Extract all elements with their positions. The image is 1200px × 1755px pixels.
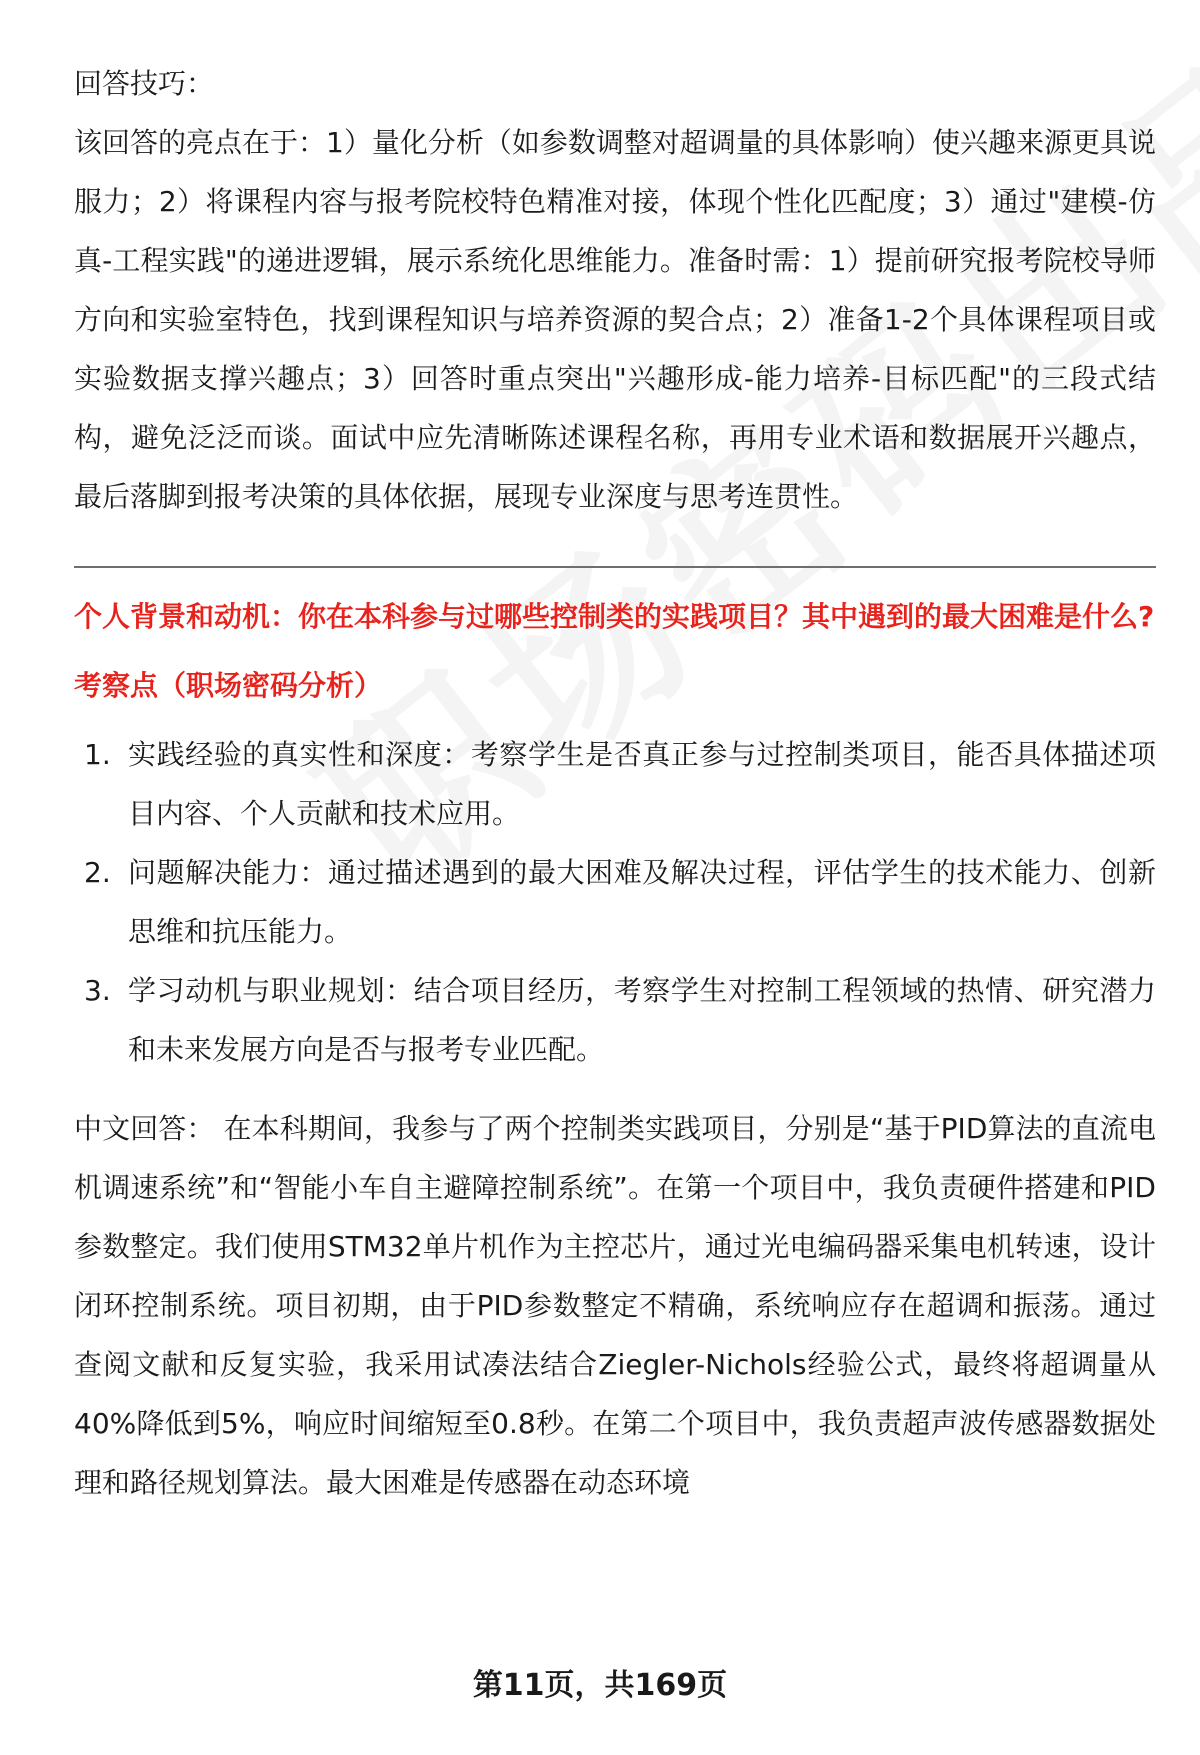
list-item-text: 问题解决能力：通过描述遇到的最大困难及解决过程，评估学生的技术能力、创新思维和抗压能力。: [128, 856, 1156, 948]
page-number: 第11页，共169页: [472, 1668, 728, 1703]
assessment-points-list: [74, 725, 1156, 1079]
list-item: [74, 961, 1156, 1079]
list-item-text: 学习动机与职业规划：结合项目经历，考察学生对控制工程领域的热情、研究潜力和未来发展方向是否与报考专业匹配。: [128, 974, 1156, 1066]
list-item: [74, 843, 1156, 961]
assessment-points-heading: 考察点（职场密码分析）: [74, 669, 383, 702]
page-content: [74, 54, 1156, 1512]
list-item-number: 3.: [84, 974, 111, 1007]
question-heading: 个人背景和动机：你在本科参与过哪些控制类的实践项目？其中遇到的最大困难是什么?: [74, 600, 1155, 633]
section-divider: [74, 566, 1156, 568]
list-item-number: 2.: [84, 856, 111, 889]
list-item-text: 实践经验的真实性和深度：考察学生是否真正参与过控制类项目，能否具体描述项目内容、个人贡献和技术应用。: [128, 738, 1156, 830]
list-item: [74, 725, 1156, 843]
chinese-answer-paragraph: 中文回答： 在本科期间，我参与了两个控制类实践项目，分别是“基于PID算法的直流电机调速系统”和“智能小车自主避障控制系统”。在第一个项目中，我负责硬件搭建和PID参数整定。我们使用STM32单片机作为主控芯片，通过光电编码器采集电机转速，设计闭环控制系统。项目初期，由于PID参数整定不精确，系统响应存在超调和振荡。通过查阅文献和反复实验，我采用试凑法结合Ziegler-Nichols经验公式，最终将超调量从40%降低到5%，响应时间缩短至0.8秒。在第二个项目中，我负责超声波传感器数据处理和路径规划算法。最大困难是传感器在动态环境: [74, 1112, 1156, 1499]
tips-paragraph: 该回答的亮点在于：1）量化分析（如参数调整对超调量的具体影响）使兴趣来源更具说服力；2）将课程内容与报考院校特色精准对接，体现个性化匹配度；3）通过"建模-仿真-工程实践"的递进逻辑，展示系统化思维能力。准备时需：1）提前研究报考院校导师方向和实验室特色，找到课程知识与培养资源的契合点；2）准备1-2个具体课程项目或实验数据支撑兴趣点；3）回答时重点突出"兴趣形成-能力培养-目标匹配"的三段式结构，避免泛泛而谈。面试中应先清晰陈述课程名称，再用专业术语和数据展开兴趣点，最后落脚到报考决策的具体依据，展现专业深度与思考连贯性。: [74, 126, 1156, 513]
list-item-number: 1.: [84, 738, 111, 771]
tips-label: 回答技巧：: [74, 67, 215, 100]
